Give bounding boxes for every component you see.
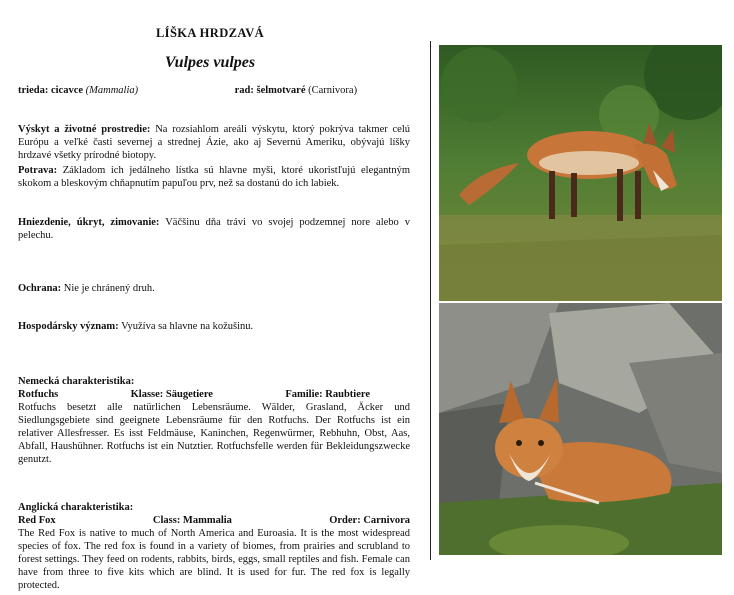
protection-section — [18, 282, 410, 295]
economic-text: Využíva sa hlavne na kožušinu. — [121, 321, 254, 332]
fox-standing-photo — [439, 45, 722, 301]
german-class: Klasse: Säugetiere — [130, 389, 213, 400]
class-latin: (Mammalia) — [85, 85, 139, 96]
photo-column — [430, 41, 729, 560]
taxonomy-row — [18, 84, 410, 97]
latin-name: Vulpes vulpes — [164, 54, 256, 71]
german-name: Rotfuchs — [18, 389, 59, 400]
nesting-text: Väčšinu dňa trávi vo svojej podzemnej nore alebo v pelechu. — [18, 217, 410, 241]
class-value: cicavce — [50, 85, 84, 96]
german-heading: Nemecká charakteristika: — [18, 376, 135, 387]
food-section — [18, 164, 410, 190]
page-title: LÍŠKA HRDZAVÁ — [155, 26, 265, 40]
occurrence-text: Na rozsiahlom areáli výskytu, ktorý pokrýva takmer celú Európu a veľké časti severnej a strednej Ázie, ako aj Severnú Ameriku, obývajú líšky hrdzavé všetky prírodné biotopy. — [18, 124, 410, 161]
english-section — [18, 501, 410, 592]
german-text: Rotfuchs besetzt alle natürlichen Lebensräume. Wälder, Grasland, Äcker und Siedlungsgebiete sind geeignete Lebensräume für den Rotfuchs. Der Rotfuchs ist ein relativer Allesfresser. Es isst Feldmäuse, Kaninchen, Regenwürmer, Rebhuhn, Obst, Aas, Abfall, Haushühner. Rotfuchs ist ein Nutztier. Rotfuchsfelle werden für Bekleidungszwecke genutzt. — [18, 402, 410, 465]
economic-section — [18, 320, 410, 333]
food-text: Základom ich jedálneho lístka sú hlavne myši, ktoré ukoristľujú elegantným skokom a bleskovým chňapnutím papuľou prv, než sa dostanú do ich labiek. — [18, 165, 410, 189]
protection-text: Nie je chránený druh. — [63, 283, 155, 294]
english-class: Class: Mammalia — [152, 515, 232, 526]
english-order: Order: Carnivora — [329, 515, 410, 526]
english-heading: Anglická charakteristika: — [18, 502, 134, 513]
protection-label: Ochrana: — [18, 283, 62, 294]
occurrence-label: Výskyt a životné prostredie: — [18, 124, 151, 135]
class-label: trieda: — [18, 85, 49, 96]
food-label: Potrava: — [18, 165, 58, 176]
nesting-label: Hniezdenie, úkryt, zimovanie: — [18, 217, 160, 228]
occurrence-section — [18, 123, 410, 162]
nesting-section — [18, 216, 410, 242]
english-text: The Red Fox is native to much of North America and Euroasia. It is the most widespread species of fox. The red fox is found in a variety of biomes, from prairies and scrubland to forest settings. They feed on rodents, rabbits, birds, eggs, small reptiles and fish. Female can have from three to five kits which are blind. It is used for fur. The red fox is legally protected. — [18, 528, 410, 591]
fox-standing-icon — [439, 45, 722, 301]
order-value: šelmotvaré — [256, 85, 306, 96]
german-section — [18, 375, 410, 466]
german-family: Familie: Raubtiere — [285, 389, 370, 400]
order-latin: (Carnivora) — [308, 85, 358, 96]
fox-lying-photo — [439, 303, 722, 555]
economic-label: Hospodársky význam: — [18, 321, 119, 332]
fox-lying-icon — [439, 303, 722, 555]
order-label: rad: — [234, 85, 254, 96]
english-name: Red Fox — [18, 515, 56, 526]
